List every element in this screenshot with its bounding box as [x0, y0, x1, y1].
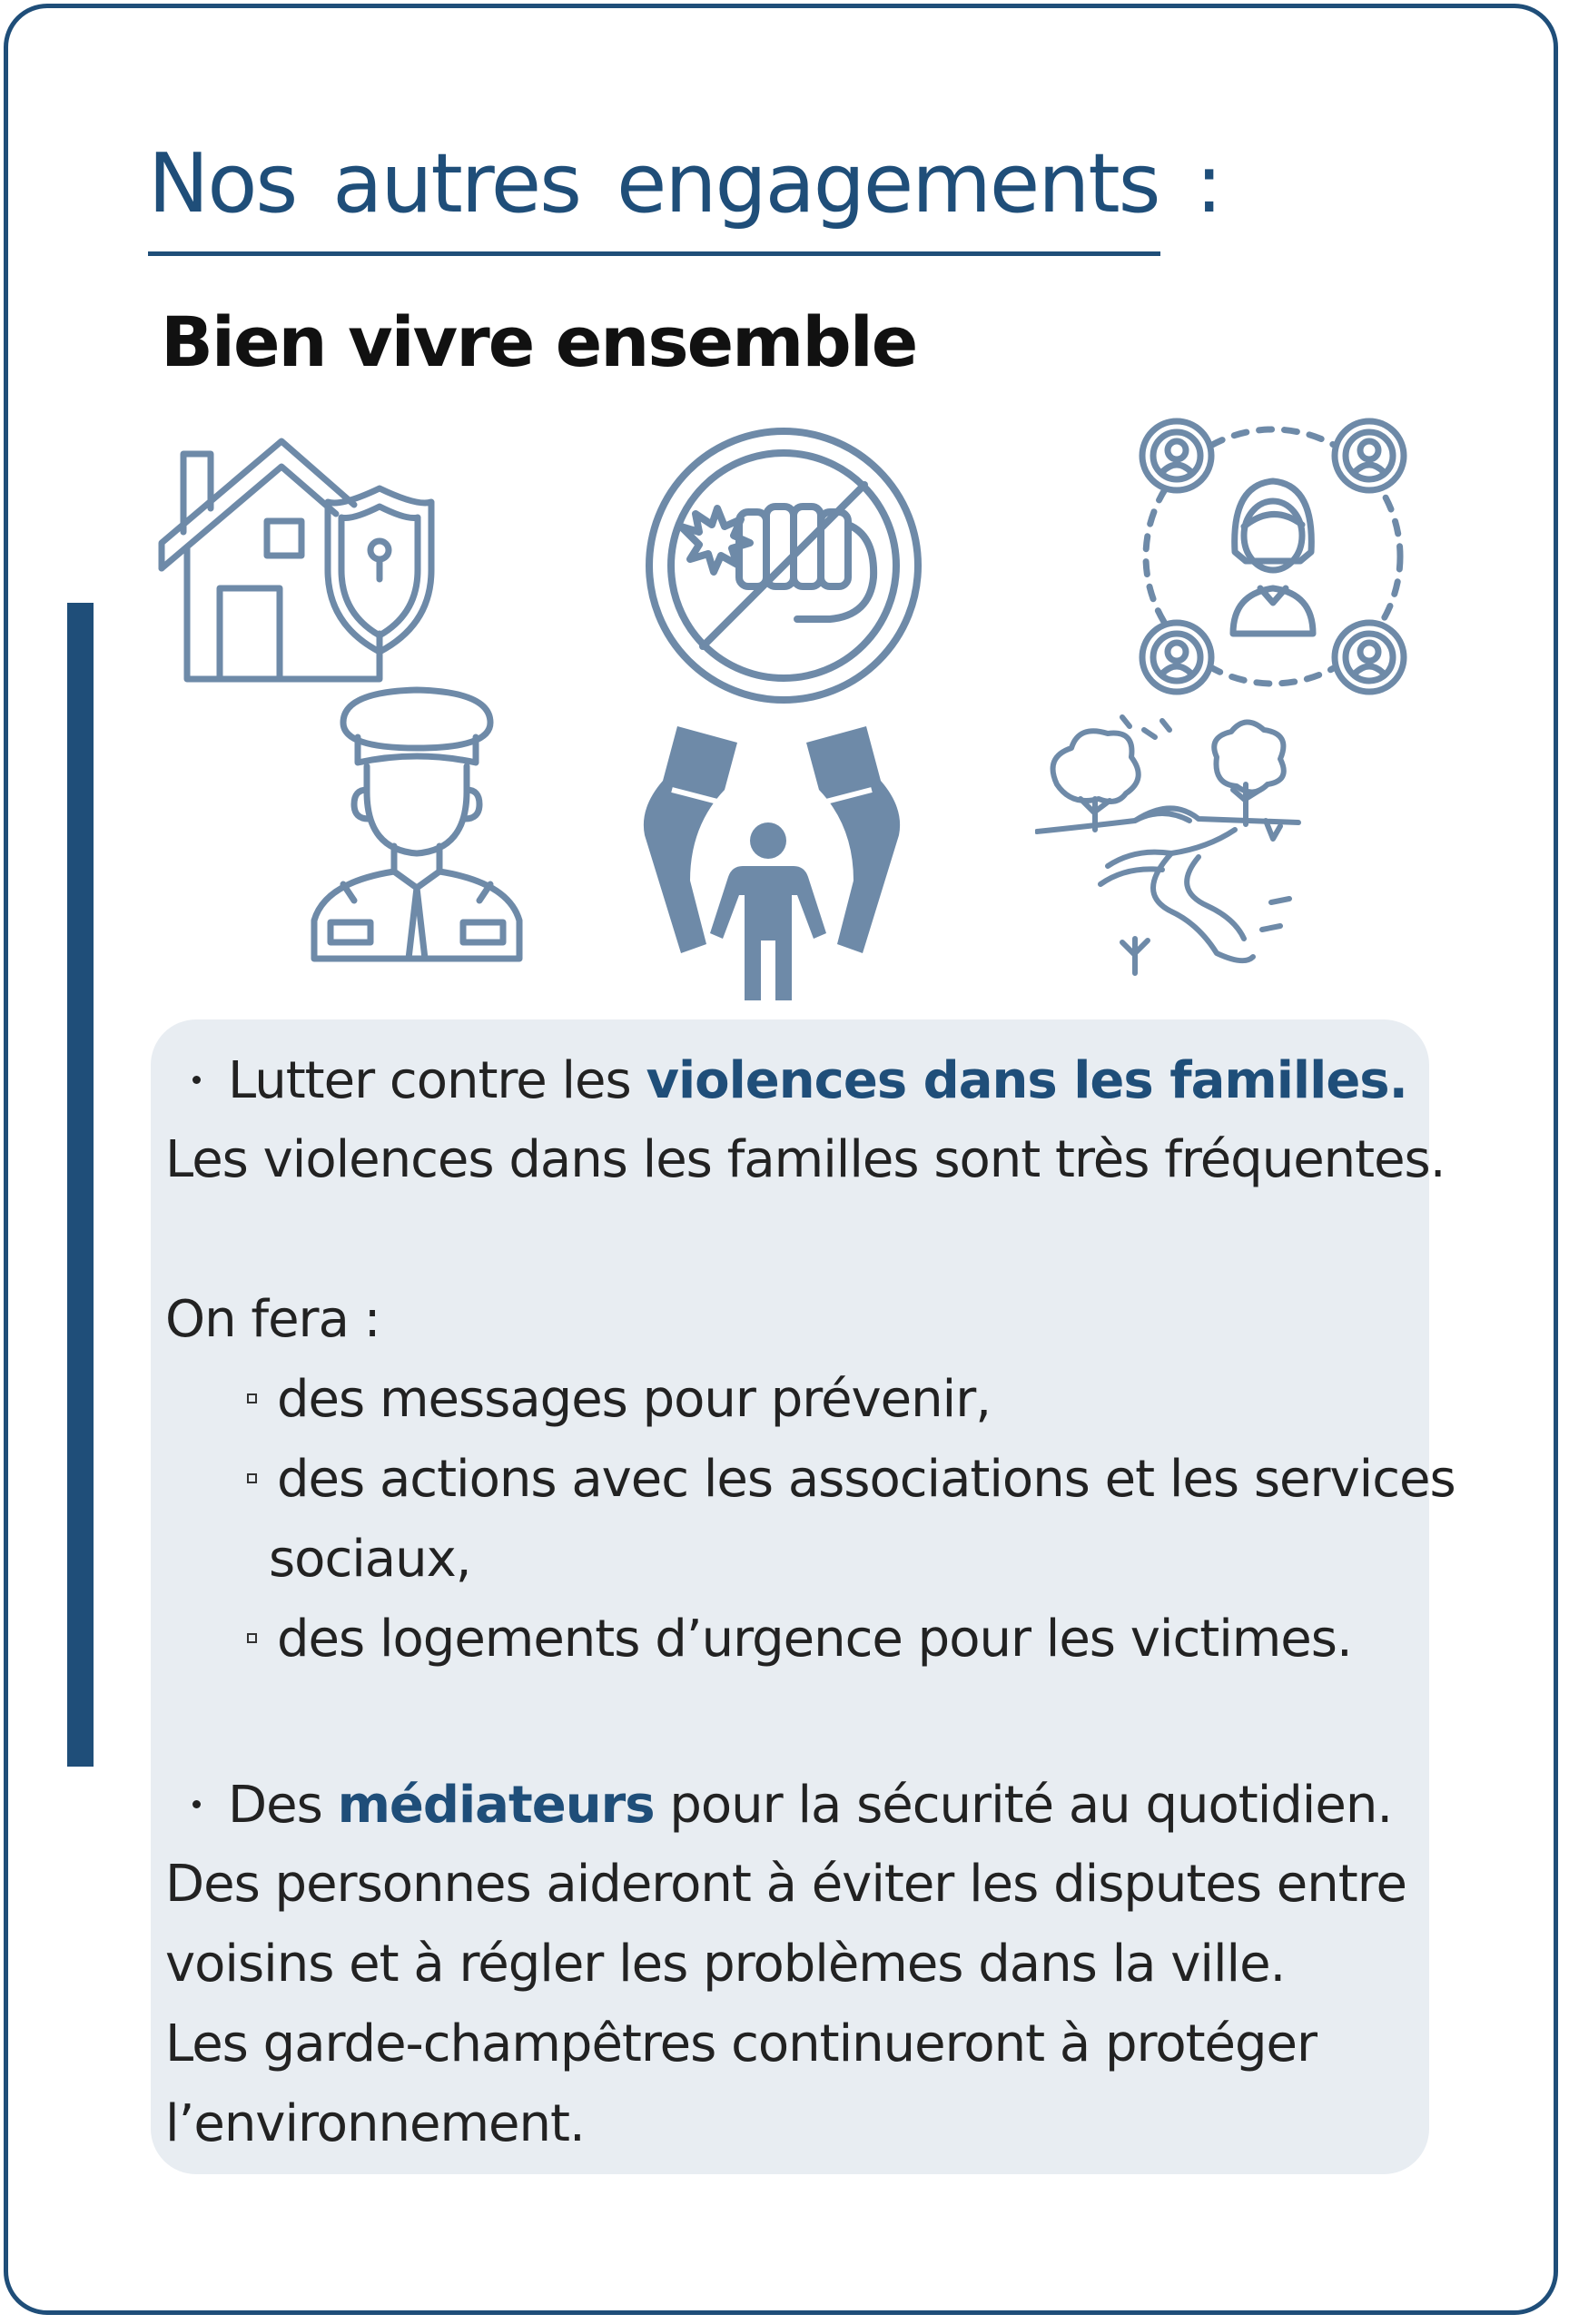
house-shield-icon: [154, 434, 438, 683]
decorative-side-bar: [67, 603, 94, 1767]
section1-description: Les violences dans les familles sont très fréquentes.: [165, 1130, 1446, 1189]
square-bullet: [247, 1473, 257, 1483]
no-violence-icon: [643, 425, 924, 706]
section1-intro-list: On fera :: [165, 1290, 380, 1349]
square-bullet: [247, 1633, 257, 1643]
section1-intro: Lutter contre les: [228, 1051, 646, 1110]
section2-heading: [192, 1776, 1392, 1835]
list-item-text: des actions avec les associations et les services: [277, 1450, 1456, 1509]
section2-line: Des personnes aideront à éviter les disputes entre: [165, 1855, 1406, 1914]
square-bullet: [247, 1393, 257, 1403]
title-word: :: [1195, 136, 1221, 231]
section2-rest: pour la sécurité au quotidien.: [654, 1776, 1393, 1835]
list-item: [247, 1370, 991, 1429]
section2-highlight: médiateurs: [337, 1776, 655, 1835]
list-item-continuation: sociaux,: [269, 1530, 471, 1589]
section2-line: Les garde-champêtres continueront à protéger: [165, 2014, 1317, 2073]
title-underline: [148, 251, 1160, 256]
section2-intro: Des: [228, 1776, 338, 1835]
protective-hands-icon: [636, 726, 908, 1004]
community-network-icon: [1137, 416, 1409, 697]
bullet-dot: [192, 1800, 201, 1808]
list-item-text: des messages pour prévenir,: [277, 1370, 992, 1429]
bullet-dot: [192, 1076, 201, 1084]
section-subtitle: Bien vivre ensemble: [161, 301, 917, 382]
section2-line: l’environnement.: [165, 2094, 585, 2153]
list-item: [247, 1450, 1456, 1509]
section2-line: voisins et à régler les problèmes dans la ville.: [165, 1935, 1286, 1994]
nature-landscape-icon: [1035, 712, 1308, 977]
title-word: Nos: [148, 136, 297, 231]
title-word: autres: [332, 136, 581, 231]
list-item-text: des logements d’urgence pour les victimes.: [277, 1610, 1352, 1669]
section1-heading: [192, 1051, 1407, 1110]
police-officer-icon: [307, 683, 527, 966]
content-panel: [151, 1019, 1429, 2174]
list-item: [247, 1610, 1352, 1669]
page-title: [148, 136, 1221, 231]
title-word: engagements: [617, 136, 1159, 231]
section1-highlight: violences dans les familles.: [646, 1051, 1407, 1110]
